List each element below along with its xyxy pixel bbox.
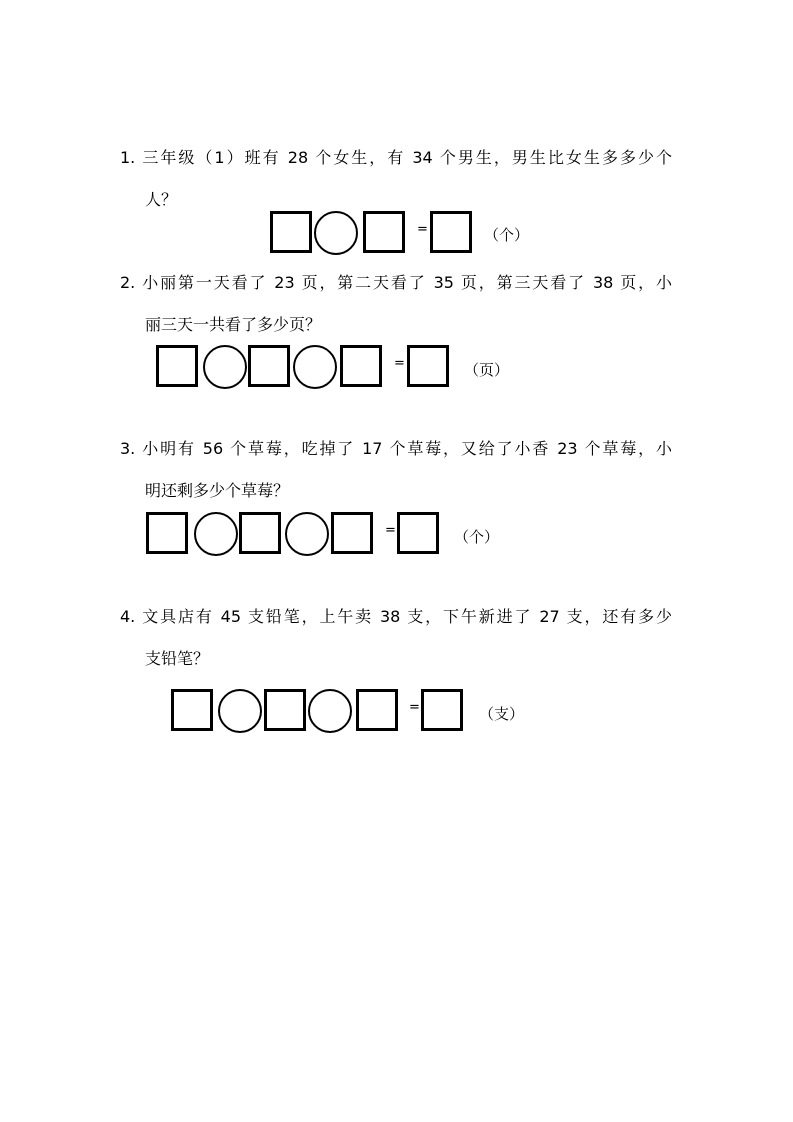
result-box[interactable] (407, 345, 449, 387)
answer-box[interactable] (248, 345, 290, 387)
answer-box[interactable] (146, 512, 188, 554)
question-2-line-2: 丽三天一共看了多少页？ (145, 315, 322, 334)
operator-circle[interactable] (203, 345, 247, 389)
operator-circle[interactable] (285, 512, 329, 556)
unit-label: （个） (454, 528, 500, 546)
equals-sign: = (394, 356, 405, 371)
question-4-line-1: 4. 文具店有 45 支铅笔，上午卖 38 支，下午新进了 27 支，还有多少 (120, 607, 672, 626)
operator-circle[interactable] (293, 345, 337, 389)
question-4-line-2: 支铅笔？ (145, 649, 210, 668)
unit-label: （个） (484, 226, 530, 244)
operator-circle[interactable] (194, 512, 238, 556)
answer-box[interactable] (171, 689, 213, 731)
equals-sign: = (385, 523, 396, 538)
result-box[interactable] (397, 512, 439, 554)
question-3-line-2: 明还剩多少个草莓？ (145, 481, 290, 500)
answer-box[interactable] (356, 689, 398, 731)
result-box[interactable] (421, 689, 463, 731)
operator-circle[interactable] (308, 689, 352, 733)
unit-label: （支） (479, 705, 525, 723)
answer-box[interactable] (239, 512, 281, 554)
equals-sign: = (417, 222, 428, 237)
question-2-line-1: 2. 小丽第一天看了 23 页，第二天看了 35 页，第三天看了 38 页，小 (120, 273, 672, 292)
result-box[interactable] (430, 211, 472, 253)
unit-label: （页） (464, 361, 510, 379)
answer-box[interactable] (340, 345, 382, 387)
question-3-line-1: 3. 小明有 56 个草莓，吃掉了 17 个草莓，又给了小香 23 个草莓，小 (120, 439, 672, 458)
answer-box[interactable] (363, 211, 405, 253)
question-1-line-1: 1. 三年级（1）班有 28 个女生，有 34 个男生，男生比女生多多少个 (120, 148, 672, 167)
answer-box[interactable] (331, 512, 373, 554)
answer-box[interactable] (156, 345, 198, 387)
equals-sign: = (409, 700, 420, 715)
question-1-line-2: 人？ (145, 190, 178, 209)
operator-circle[interactable] (218, 689, 262, 733)
answer-box[interactable] (270, 211, 312, 253)
operator-circle[interactable] (314, 211, 358, 255)
answer-box[interactable] (264, 689, 306, 731)
